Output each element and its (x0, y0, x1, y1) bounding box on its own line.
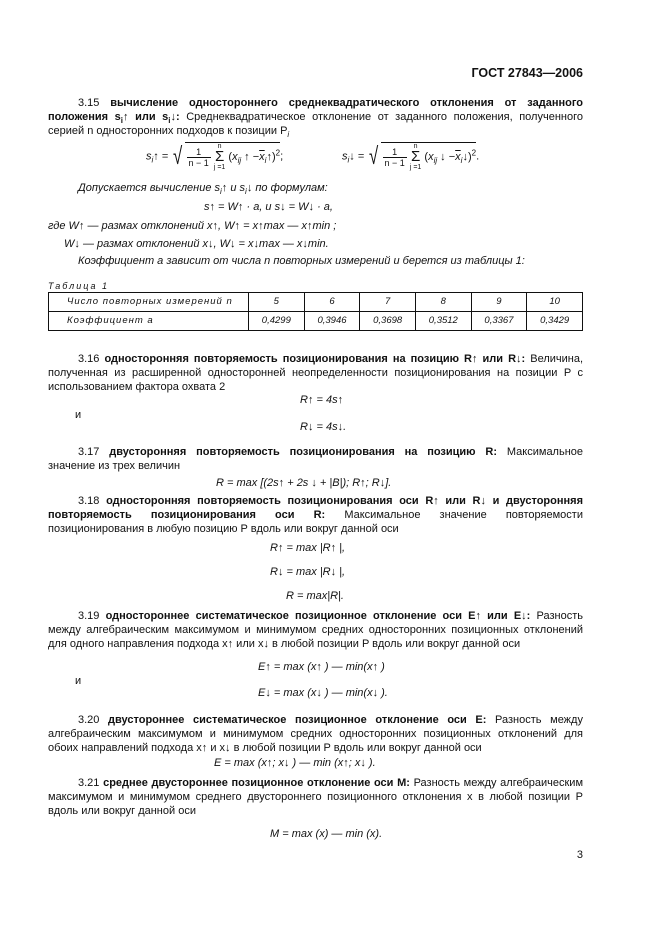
section-3-18: 3.18 односторонняя повторяемость позиционирования оси R↑ или R↓ и двусторонняя повторяемость позиционирования оси R: Максимальное значение повторяемости позиционирования в любую позицию P вдоль или вокруг данной оси (48, 495, 583, 535)
table-cell: 0,4299 (249, 312, 305, 331)
section-title: односторонняя повторяемость позиционирования оси R↑ или R↓ и двусторонняя повторяемость позиционирования оси R: (48, 495, 583, 521)
section-3-21: 3.21 среднее двустороннее позиционное отклонение оси M: Разность между алгебраическим максимумом и минимумом среднего двустороннего позиционного отклонения x в любой позиции P вдоль или вокруг данной оси (48, 777, 584, 817)
section-body: Разность между алгебраическим максимумом и минимумом средних односторонних позиционных отклонений для одного направления подхода x↑ или x↓ в любой позиции P вдоль или вокруг данной оси (48, 610, 583, 650)
formula-axis-r-up: R↑ = max |R↑ |, (270, 542, 346, 554)
section-body: Среднеквадратическое отклонение от заданного положения, полученного серией n односторонних подходов к позиции P (48, 111, 583, 137)
table-cell: 9 (471, 293, 527, 312)
formula-r-down: R↓ = 4s↓. (300, 421, 347, 433)
section-title: вычисление одностороннего среднеквадратического отклонения от заданного положения $s_i↑$ или $s_i↓$: (48, 97, 583, 126)
table-cell: 6 (304, 293, 360, 312)
where-line-2: W↓ — размах отклонений x↓, W↓ = x↓max — x↓min. (64, 238, 329, 250)
table-cell: 0,3698 (360, 312, 416, 331)
row-label: Число повторных измерений n (49, 293, 249, 312)
formula-e: E = max (x↑; x↓ ) — min (x↑; x↓ ). (214, 757, 376, 769)
table-cell: 5 (249, 293, 305, 312)
section-title: среднее двустороннее позиционное отклонение оси M: (103, 777, 410, 789)
table-cell: 0,3367 (471, 312, 527, 331)
section-title: одностороннее систематическое позиционное отклонение оси E↑ или E↓: (105, 610, 531, 622)
section-body: Величина, полученная из расширенной односторонней неопределенности позиционирования на позиции P с использованием фактора охвата 2 (48, 353, 584, 393)
and-text: и (75, 675, 82, 687)
table-cell: 8 (415, 293, 471, 312)
formula-axis-r-down: R↓ = max |R↓ |, (270, 566, 346, 578)
section-body: Разность между алгебраическим максимумом и минимумом средних односторонних позиционных отклонений для обоих направлений подхода x↑ и x↓ в любой позиции P вдоль или вокруг данной оси (48, 714, 583, 754)
and-text: и (75, 409, 82, 421)
table-cell: 0,3429 (527, 312, 583, 331)
formula-m: M = max (x) — min (x). (270, 828, 383, 840)
formula-axis-r: R = max|R|. (286, 590, 344, 602)
coefficient-text: Коэффициент a зависит от числа n повторных измерений и берется из таблицы 1: (78, 255, 525, 267)
formula-e-down: E↓ = max (x↓ ) — min(x↓ ). (258, 687, 388, 699)
section-title: двусторонняя повторяемость позиционирования на позицию R: (109, 446, 498, 458)
where-line-1: где W↑ — размах отклонений x↑, W↑ = x↑max — x↑min ; (48, 220, 337, 232)
table-cell: 10 (527, 293, 583, 312)
document-header: ГОСТ 27843—2006 (471, 66, 583, 80)
formula-s-down: $s_i↓$ = √ $\frac{1}{n - 1}$ n Σ j =1 ($x_{ij}$ ↓ $-\overline{x}_i↓)^2$. (342, 142, 480, 171)
allowed-text: Допускается вычисление $s_i↑$ и $s_i↓$ по формулам: (78, 182, 328, 197)
formula-e-up: E↑ = max (x↑ ) — min(x↑ ) (258, 661, 385, 673)
table-cell: 0,3512 (415, 312, 471, 331)
table-row (49, 293, 583, 312)
section-body: Разность между алгебраическим максимумом и минимумом среднего двустороннего позиционного отклонения x в любой позиции P вдоль или вокруг данной оси (48, 777, 584, 817)
section-title: односторонняя повторяемость позиционирования на позицию R↑ или R↓: (104, 353, 526, 365)
row-label: Коэффициент a (49, 312, 249, 331)
section-3-19: 3.19 одностороннее систематическое позиционное отклонение оси E↑ или E↓: Разность между алгебраическим максимумом и минимумом средних односторонних позиционных отклонений для одного направления подхода x↑ или x↓ в любой позиции P вдоль или вокруг данной оси (48, 610, 583, 650)
section-number: 3.15 (78, 97, 100, 109)
formula-r: R = max [(2s↑ + 2s ↓ + |B|); R↑; R↓]. (216, 477, 392, 489)
section-3-20: 3.20 двустороннее систематическое позиционное отклонение оси E: Разность между алгебраическим максимумом и минимумом средних односторонних позиционных отклонений для обоих направлений подхода x↑ и x↓ в любой позиции P вдоль или вокруг данной оси (48, 714, 583, 754)
formula-s-up: $s_i↑$ = √ $\frac{1}{n - 1}$ n Σ j =1 ($x_{ij}$ ↑ $-\overline{x}_i↑)^2$; (146, 142, 284, 171)
table-caption: Таблица 1 (48, 281, 110, 291)
section-3-15: 3.15 вычисление одностороннего среднеквадратического отклонения от заданного положения $s_i↑$ или $s_i↓$: Среднеквадратическое отклонение от заданного положения, полученного серией n односторонних подходов к позиции $P_i$ (48, 97, 583, 140)
section-body: Максимальное значение из трех величин (48, 446, 584, 472)
section-body: Максимальное значение повторяемости позиционирования в любую позицию P вдоль или вокруг данной оси (48, 509, 583, 535)
table-row (49, 312, 583, 331)
page-number: 3 (576, 849, 583, 861)
section-title: двустороннее систематическое позиционное отклонение оси E: (108, 714, 487, 726)
table-cell: 7 (360, 293, 416, 312)
table-cell: 0,3946 (304, 312, 360, 331)
formula-w: s↑ = W↑ · a, и s↓ = W↓ · a, (204, 201, 333, 213)
section-3-16: 3.16 односторонняя повторяемость позиционирования на позицию R↑ или R↓: Величина, полученная из расширенной односторонней неопределенности позиционирования на позиции P с использованием фактора охвата 2 (48, 353, 584, 393)
formula-r-up: R↑ = 4s↑ (300, 394, 344, 406)
table-1 (48, 292, 583, 331)
section-3-17: 3.17 двусторонняя повторяемость позиционирования на позицию R: Максимальное значение из трех величин (48, 446, 584, 472)
